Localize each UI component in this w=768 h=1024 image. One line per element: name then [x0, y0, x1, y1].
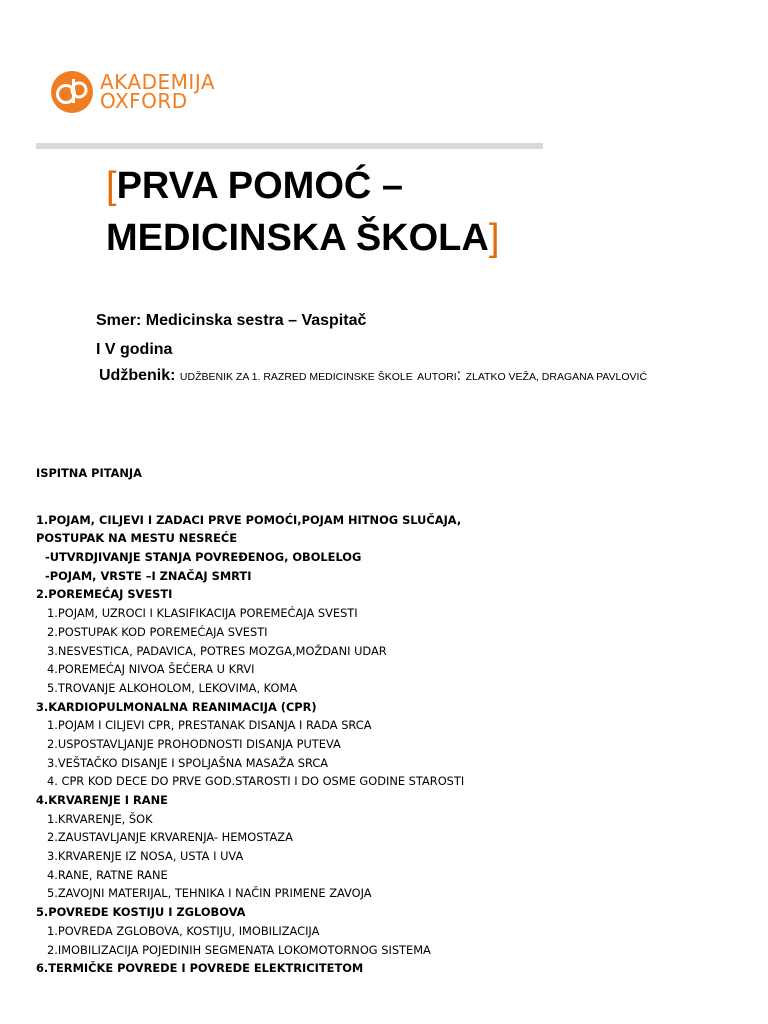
question-subtopic: -POJAM, VRSTE –I ZNAČAJ SMRTI: [45, 568, 252, 583]
textbook-title: UDŽBENIK ZA 1. RAZRED MEDICINSKE ŠKOLE: [179, 371, 413, 383]
question-subtopic: 3.VEŠTAČKO DISANJE I SPOLJAŠNA MASAŽA SRCA: [47, 755, 329, 770]
question-subtopic: 3.NESVESTICA, PADAVICA, POTRES MOZGA,MOŽDANI UDAR: [47, 643, 387, 658]
question-subtopic: 2.USPOSTAVLJANJE PROHODNOSTI DISANJA PUTEVA: [47, 736, 341, 751]
question-subtopic: 3.KRVARENJE IZ NOSA, USTA I UVA: [47, 849, 244, 864]
logo-text: [100, 70, 216, 113]
title-line-2: [106, 212, 666, 264]
question-subtopic: -UTVRDJIVANJE STANJA POVREĐENOG, OBOLELOG: [45, 550, 362, 565]
logo-line-2: OXFORD: [100, 89, 188, 113]
question-subtopic: 5.ZAVOJNI MATERIJAL, TEHNIKA I NAČIN PRIMENE ZAVOJA: [47, 886, 372, 901]
exam-questions-heading: ISPITNA PITANJA: [36, 466, 142, 480]
question-topic: 3.KARDIOPULMONALNA REANIMACIJA (CPR): [36, 699, 317, 714]
textbook-line: [99, 367, 647, 385]
question-subtopic: 2.POSTUPAK KOD POREMEĆAJA SVESTI: [47, 624, 268, 639]
question-subtopic: 4. CPR KOD DECE DO PRVE GOD.STAROSTI I DO OSME GODINE STAROSTI: [47, 774, 465, 789]
question-subtopic: 1.POJAM I CILJEVI CPR, PRESTANAK DISANJA I RADA SRCA: [47, 718, 372, 733]
course-year: I V godina: [96, 341, 173, 358]
question-topic: 2.POREMEĆAJ SVESTI: [36, 587, 173, 602]
exam-questions-list: [36, 511, 756, 978]
question-subtopic: 2.IMOBILIZACIJA POJEDINIH SEGMENATA LOKOMOTORNOG SISTEMA: [47, 942, 431, 957]
exam-questions: [36, 464, 756, 978]
authors-names: ZLATKO VEŽA, DRAGANA PAVLOVIĆ: [465, 371, 648, 383]
title-close-bracket: ]: [488, 217, 500, 259]
question-topic: 5.POVREDE KOSTIJU I ZGLOBOVA: [36, 905, 246, 920]
logo-line-1: AKADEMIJA: [100, 70, 216, 94]
question-topic: 1.POJAM, CILJEVI I ZADACI PRVE POMOĆI,POJAM HITNOG SLUČAJA,: [36, 512, 462, 527]
authors-label: AUTORI: [417, 371, 457, 383]
textbook-label: Udžbenik:: [99, 367, 176, 384]
question-topic: POSTUPAK NA MESTU NESREĆE: [36, 531, 237, 546]
header-divider: [36, 143, 543, 149]
akademija-oxford-logo: [50, 70, 230, 120]
question-subtopic: 1.POJAM, UZROCI I KLASIFIKACIJA POREMEĆAJA SVESTI: [47, 606, 358, 621]
title-line-1: [106, 160, 666, 212]
question-subtopic: 4.RANE, RATNE RANE: [47, 867, 168, 882]
title-text-2: MEDICINSKA ŠKOLA: [106, 217, 489, 259]
question-subtopic: 5.TROVANJE ALKOHOLOM, LEKOVIMA, KOMA: [47, 680, 298, 695]
question-topic: 6.TERMIČKE POVREDE I POVREDE ELEKTRICITETOM: [36, 961, 364, 976]
logo-mark-icon: [50, 70, 94, 114]
question-subtopic: 1.KRVARENJE, ŠOK: [47, 811, 153, 826]
question-subtopic: 4.POREMEĆAJ NIVOA ŠEĆERA U KRVI: [47, 662, 255, 677]
course-direction: Smer: Medicinska sestra – Vaspitač: [96, 312, 367, 329]
question-subtopic: 1.POVREDA ZGLOBOVA, KOSTIJU, IMOBILIZACIJA: [47, 923, 320, 938]
authors-colon: :: [456, 367, 462, 384]
title-open-bracket: [: [106, 165, 117, 207]
question-subtopic: 2.ZAUSTAVLJANJE KRVARENJA- HEMOSTAZA: [47, 830, 293, 845]
document-title: [106, 160, 666, 264]
question-topic: 4.KRVARENJE I RANE: [36, 793, 168, 807]
title-text-1: PRVA POMOĆ –: [116, 165, 404, 207]
